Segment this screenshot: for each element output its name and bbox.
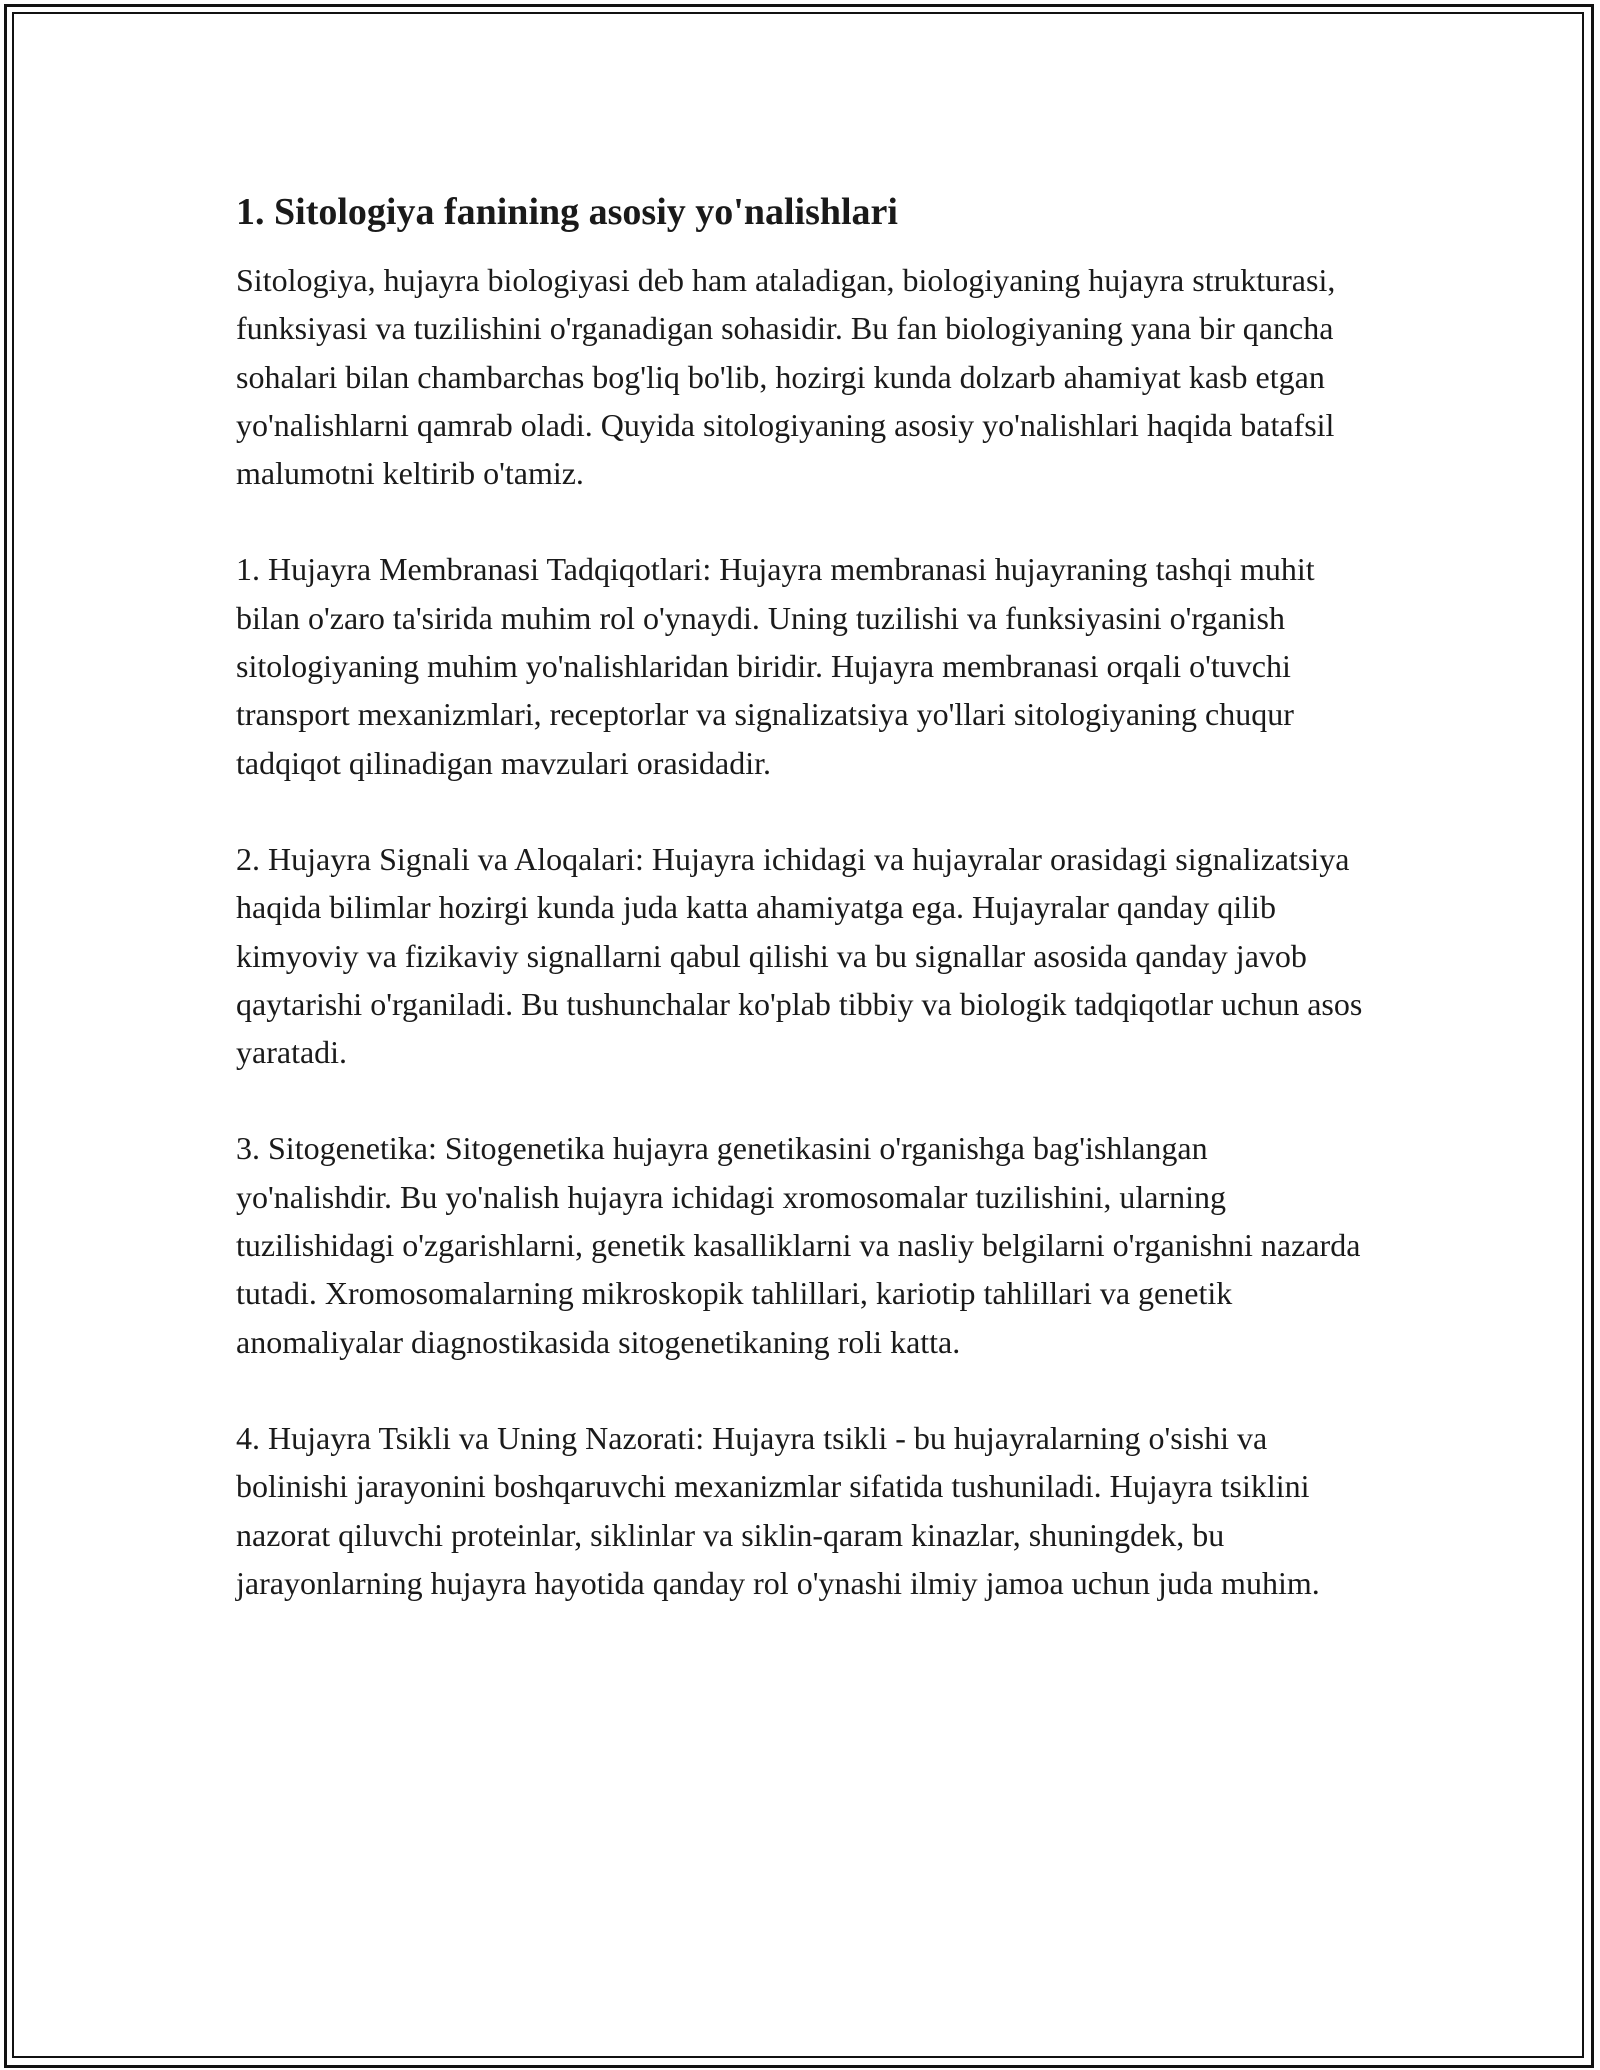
paragraph-cytogenetics: 3. Sitogenetika: Sitogenetika hujayra genetikasini o'rganishga bag'ishlangan yo'nalishdir. Bu yo'nalish hujayra ichidagi xromosomalar tuzilishini, ularning tuzilishidagi o'zgarishlarni, genetik kasalliklarni va nasliy belgilarni o'rganishni nazarda tutadi. Xromosomalarning mikroskopik tahlillari, kariotip tahlillari va genetik anomaliyalar diagnostikasida sitogenetikaning roli katta. bbox=[236, 1130, 1361, 1360]
intro-paragraph: Sitologiya, hujayra biologiyasi deb ham ataladigan, biologiyaning hujayra strukturasi, funksiyasi va tuzilishini o'rganadigan sohasidir. Bu fan biologiyaning yana bir qancha sohalari bilan chambarchas bog'liq bo'lib, hozirgi kunda dolzarb ahamiyat kasb etgan yo'nalishlarni qamrab oladi. Quyida sitologiyaning asosiy yo'nalishlari haqida batafsil malumotni keltirib o'tamiz. bbox=[236, 262, 1336, 492]
page-title: 1. Sitologiya fanining asosiy yo'nalishlari bbox=[236, 191, 898, 233]
paragraph-cell-membrane-research: 1. Hujayra Membranasi Tadqiqotlari: Hujayra membranasi hujayraning tashqi muhit bilan o'zaro ta'sirida muhim rol o'ynaydi. Uning tuzilishi va funksiyasini o'rganish sitologiyaning muhim yo'nalishlaridan biridir. Hujayra membranasi orqali o'tuvchi transport mexanizmlari, receptorlar va signalizatsiya yo'llari sitologiyaning chuqur tadqiqot qilinadigan mavzulari orasidadir. bbox=[236, 551, 1315, 781]
paragraph-cell-signaling: 2. Hujayra Signali va Aloqalari: Hujayra ichidagi va hujayralar orasidagi signalizatsiya haqida bilimlar hozirgi kunda juda katta ahamiyatga ega. Hujayralar qanday qilib kimyoviy va fizikaviy signallarni qabul qilishi va bu signallar asosida qanday javob qaytarishi o'rganiladi. Bu tushunchalar ko'plab tibbiy va biologik tadqiqotlar uchun asos yaratadi. bbox=[236, 840, 1363, 1071]
paragraph-cell-cycle: 4. Hujayra Tsikli va Uning Nazorati: Hujayra tsikli - bu hujayralarning o'sishi va bolinishi jarayonini boshqaruvchi mexanizmlar sifatida tushuniladi. Hujayra tsiklini nazorat qiluvchi proteinlar, siklinlar va siklin-qaram kinazlar, shuningdek, bu jarayonlarning hujayra hayotida qanday rol o'ynashi ilmiy jamoa uchun juda muhim. bbox=[236, 1419, 1320, 1601]
document-body bbox=[236, 186, 1366, 1655]
